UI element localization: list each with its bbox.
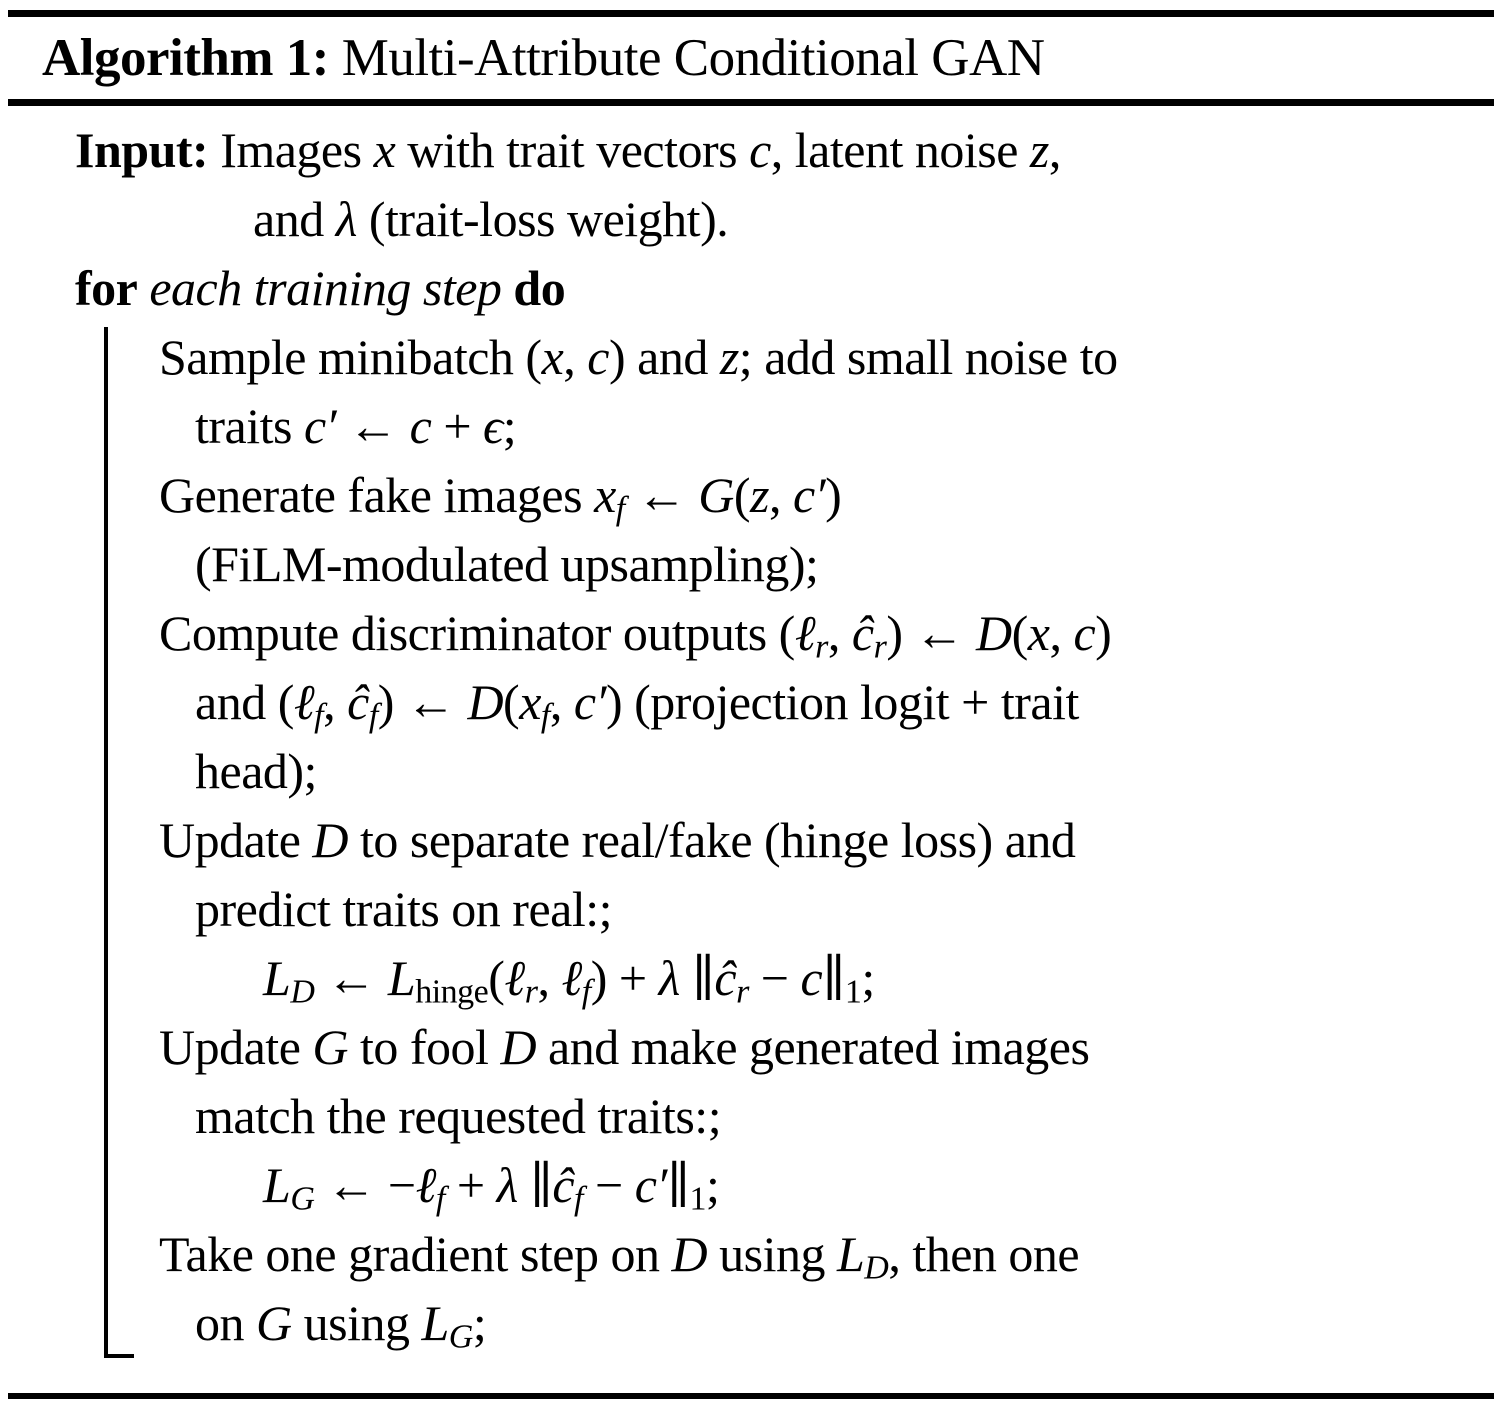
algorithm-step-line: Take one gradient step on D using LD, then one	[159, 1226, 1080, 1287]
algorithm-step-line: match the requested traits:;	[195, 1088, 722, 1144]
algorithm-step-line: LD ← Lhinge(ℓr, ℓf) + λ ∥ĉr − c∥1;	[263, 950, 875, 1011]
algorithm-step-line: traits c′ ← c + ϵ;	[195, 398, 517, 454]
algorithm-step-line: LG ← −ℓf + λ ∥ĉf − c′∥1;	[263, 1157, 720, 1218]
algorithm-step-line: Update G to fool D and make generated images	[159, 1019, 1090, 1075]
header-divider-rule	[8, 99, 1494, 106]
for-statement: for each training step do	[75, 260, 566, 316]
top-rule	[8, 10, 1494, 17]
input-line-2: and λ (trait-loss weight).	[253, 191, 729, 247]
algorithm-step-line: Update D to separate real/fake (hinge loss) and	[159, 812, 1076, 868]
algorithm-step-line: head);	[195, 743, 317, 799]
algorithm-step-line: on G using LG;	[195, 1295, 487, 1356]
algorithm-step-line: and (ℓf, ĉf) ← D(xf, c′) (projection logit + trait	[195, 674, 1079, 735]
input-line-1: Input: Images x with trait vectors c, latent noise z,	[75, 122, 1061, 178]
algorithm-step-line: Compute discriminator outputs (ℓr, ĉr) ← D(x, c)	[159, 605, 1112, 666]
bottom-rule	[8, 1393, 1494, 1399]
for-loop-scope-line	[104, 327, 108, 1358]
algorithm-step-line: predict traits on real:;	[195, 881, 613, 937]
loop-body-steps	[159, 323, 1502, 1358]
algorithm-header	[0, 17, 1502, 99]
algorithm-step-line: (FiLM-modulated upsampling);	[195, 536, 819, 592]
for-loop-body	[104, 323, 1502, 1358]
algorithm-label: Algorithm 1:	[42, 29, 329, 87]
algorithm-title: Multi-Attribute Conditional GAN	[341, 29, 1045, 87]
algorithm-body	[0, 106, 1502, 1358]
algorithm-step-line: Generate fake images xf ← G(z, c′)	[159, 467, 842, 528]
input-block	[75, 116, 1502, 254]
algorithm-step-line: Sample minibatch (x, c) and z; add small noise to	[159, 329, 1118, 385]
